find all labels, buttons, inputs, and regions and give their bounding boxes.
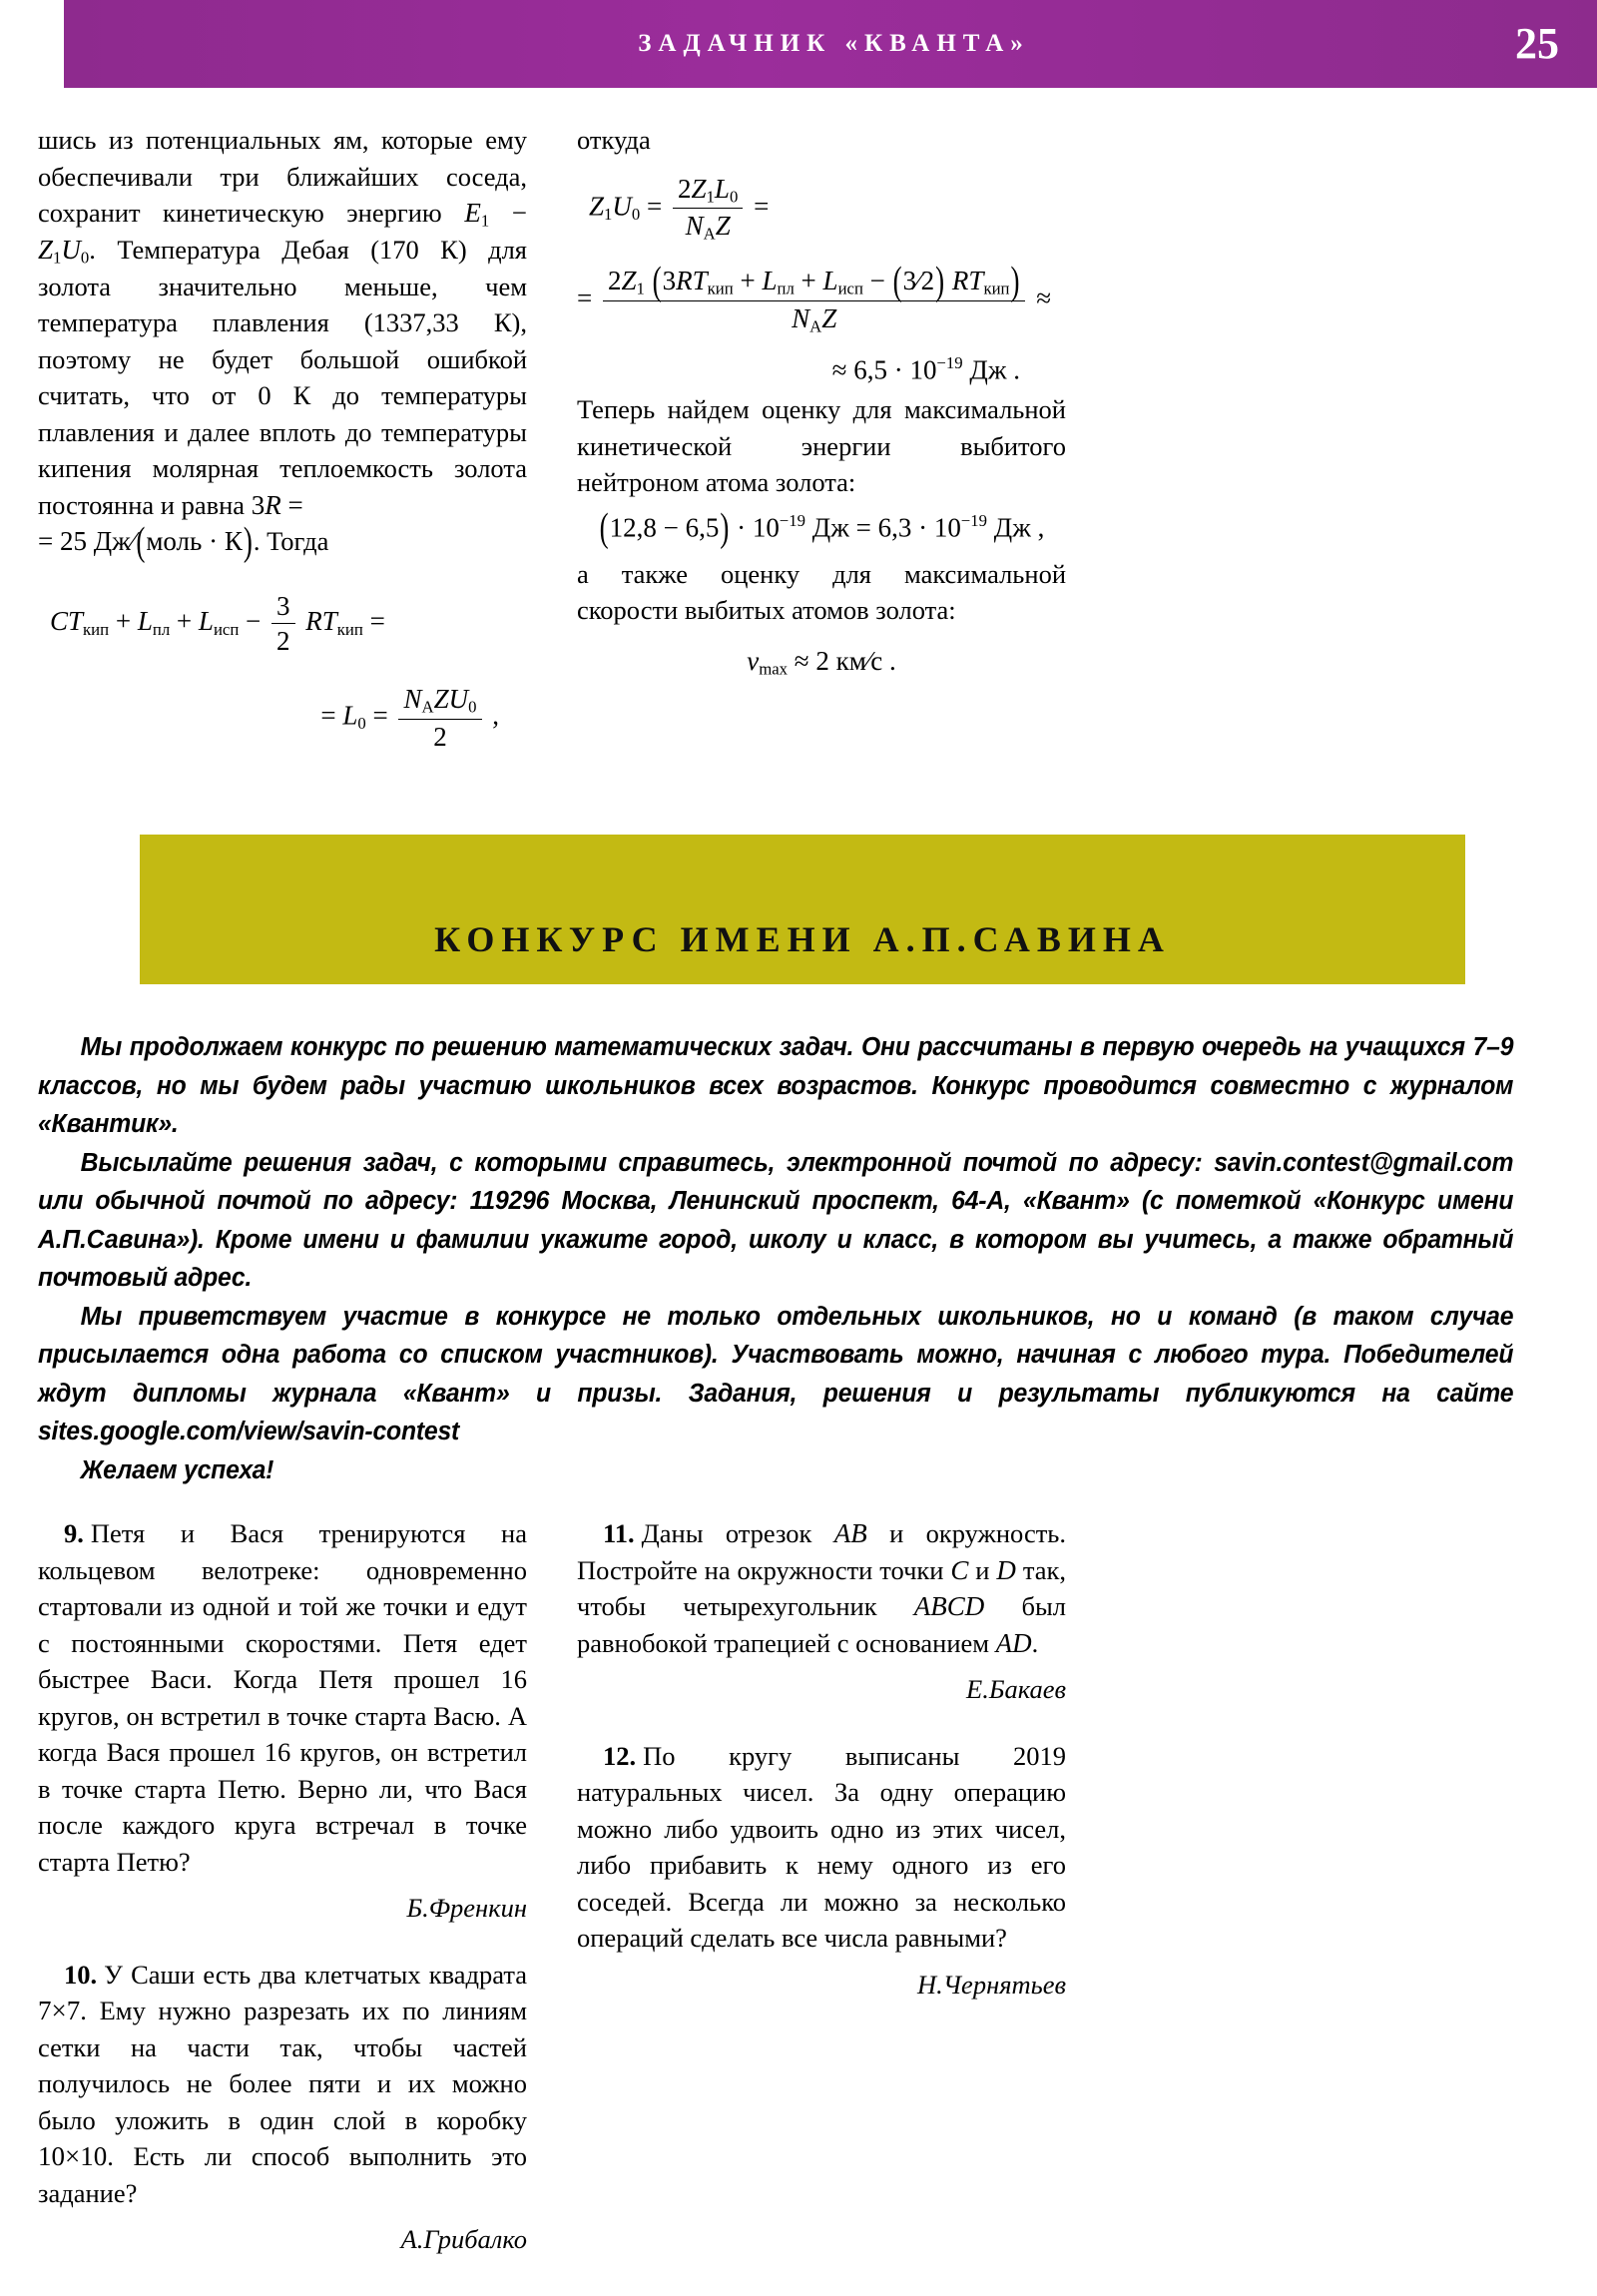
problem-11-point-d: D xyxy=(996,1554,1016,1585)
left-text-part-2: . Температура Дебая (170 К) для золота значительно меньше, чем температура плавления (1337,33 К), поэтому не будет большой ошибкой считать, что от 0 К до температуры плавления и далее вплоть до температуры кипения молярная теплоемкость золота постоянна и равна xyxy=(38,234,527,520)
problem-12 xyxy=(577,1738,1066,1957)
formula-right-line-1: $Z_1U_0$ = $\frac{2Z_1L_0}{N_AZ}$ = xyxy=(589,173,770,244)
problem-11 xyxy=(577,1515,1066,1661)
problem-12-number: 12. xyxy=(603,1740,637,1771)
contest-intro-paragraph-4: Желаем успеха! xyxy=(80,1455,274,1484)
problem-11-author: Е.Бакаев xyxy=(966,1674,1066,1704)
problems-right-column xyxy=(577,1515,1066,2032)
problem-11-text-5: был равнобокой трапецией с основанием xyxy=(577,1591,1066,1658)
problem-11-text-4: так, чтобы четырехугольник xyxy=(577,1554,1066,1621)
problem-11-text-3: и xyxy=(968,1554,997,1585)
right-column-body xyxy=(577,122,1066,679)
problem-11-text-1: Даны отрезок xyxy=(641,1518,834,1548)
problem-11-base-ad: AD xyxy=(995,1627,1032,1658)
left-text-part-3: . Тогда xyxy=(253,526,329,556)
right-paragraph-2: а также оценку для максимальной скорости выбитых атомов золота: xyxy=(577,558,1066,626)
problem-9 xyxy=(38,1515,527,1880)
formula-left-line-1: $CT_{кип} + L_{пл} + L_{исп}$ − $\frac{3}{2}$ $RT_{кип}$ = xyxy=(50,590,385,656)
contest-intro-paragraph-3: Мы приветствуем участие в конкурсе не только отдельных школьников, но и команд (в таком случае присылается одна работа со списком участников). Участвовать можно, начиная с любого тура. Победителей ждут дипломы журнала «Квант» и призы. Задания, решения и результаты публикуются на сайте sites.google.com/view/savin-contest xyxy=(38,1302,1514,1445)
formula-left-line-2: = $L_0$ = $\frac{N_AZU_0}{2}$ , xyxy=(320,684,499,753)
contest-intro-paragraph-2: Высылайте решения задач, с которыми справитесь, электронной почтой по адресу: savin.contest@gmail.com или обычной почтой по адресу: 119296 Москва, Ленинский проспект, 64-А, «Квант» (с пометкой «Конкурс имени А.П.Савина»). Кроме имени и фамилии укажите город, школу и класс, в котором вы учитесь, а также обратный почтовый адрес. xyxy=(38,1148,1514,1292)
problem-11-text-2: и окружность. Постройте на окружности точки xyxy=(577,1518,1067,1585)
problem-9-author: Б.Френкин xyxy=(406,1893,527,1923)
problem-10-math-1: 7×7 xyxy=(38,1996,81,2025)
problem-10-math-2: 10×10 xyxy=(38,2141,108,2171)
page-title: ЗАДАЧНИК «КВАНТА» xyxy=(638,30,1030,57)
problem-10-text-before: У Саши есть два клетчатых квадрата xyxy=(104,1959,527,1990)
page-header-banner xyxy=(64,0,1597,88)
problems-left-column xyxy=(38,1515,527,2288)
formula-right-line-5: $v_{max} \approx 2$ км⁄с . xyxy=(747,645,896,679)
problem-11-text-6: . xyxy=(1031,1627,1039,1658)
problem-9-number: 9. xyxy=(64,1518,84,1548)
left-text-part-1: шись из потенциальных ям, которые ему обеспечивали три ближайших соседа, сохранит кинетическую энергию xyxy=(38,125,527,228)
problem-12-author: Н.Чернятьев xyxy=(917,1969,1066,2000)
problem-11-segment-ab: AB xyxy=(833,1518,867,1548)
contest-intro-block xyxy=(38,1028,1559,1489)
problem-10-text-middle: . Ему нужно разрезать их по линиям сетки на части так, чтобы частей получилось не более пяти и их можно было уложить в один слой в коробку xyxy=(38,1996,527,2135)
formula-right-line-2: = $\frac{2Z_1 (3RT_{кип} + L_{пл} + L_{исп} - (3⁄2) RT_{кип})}{N_AZ}$ ≈ xyxy=(577,258,1052,336)
problem-10 xyxy=(38,1957,527,2212)
formula-right-line-4: $(12,8 - 6,5) \cdot 10^{-19}$ Дж = $6,3 \cdot 10^{-19}$ Дж , xyxy=(599,504,1045,550)
contest-banner xyxy=(140,835,1465,984)
problem-11-number: 11. xyxy=(603,1518,635,1548)
left-column-paragraph: шись из потенциальных ям, которые ему обеспечивали три ближайших соседа, сохранит кинетическую энергию $E_1 - Z_1U_0$. Температура Дебая (170 К) для золота значительно меньше, чем температура плавления (1337,33 К), поэтому не будет большой ошибкой считать, что от 0 К до температуры плавления и далее вплоть до температуры кипения молярная теплоемкость золота постоянна и равна 3R = = 25 Дж⁄(моль · К). Тогда xyxy=(38,125,528,564)
problem-10-number: 10. xyxy=(64,1959,98,1990)
problem-11-quadrilateral-abcd: ABCD xyxy=(913,1591,985,1621)
left-column-body xyxy=(38,122,527,753)
formula-right-line-3: ≈ $6,5 \cdot 10^{-19}$ Дж . xyxy=(831,352,1020,384)
page-number: 25 xyxy=(1515,19,1559,68)
problem-9-text: Петя и Вася тренируются на кольцевом велотреке: одновременно стартовали из одной и той же точки и едут с постоянными скоростями. Петя едет быстрее Васи. Когда Петя прошел 16 кругов, он встретил в точке старта Васю. А когда Вася прошел 16 кругов, он встретил в точке старта Петю. Верно ли, что Вася после каждого круга встречал в точке старта Петю? xyxy=(38,1518,527,1877)
right-paragraph-1: Теперь найдем оценку для максимальной кинетической энергии выбитого нейтроном атома золота: xyxy=(577,394,1066,498)
contest-intro-paragraph-1: Мы продолжаем конкурс по решению математических задач. Они рассчитаны в первую очередь на учащихся 7–9 классов, но мы будем рады участию школьников всех возрастов. Конкурс проводится совместно с журналом «Квантик». xyxy=(38,1033,1514,1138)
problem-10-text-after: . Есть ли способ выполнить это задание? xyxy=(38,2141,527,2208)
problem-10-author: А.Грибалко xyxy=(400,2224,527,2254)
right-lead-text: откуда xyxy=(577,125,651,155)
problem-11-point-c: C xyxy=(950,1554,969,1585)
problem-12-text: По кругу выписаны 2019 натуральных чисел. За одну операцию можно либо удвоить одно из этих чисел, либо прибавить к нему одного из его соседей. Всегда ли можно за несколько операций сделать все числа равными? xyxy=(577,1740,1066,1953)
contest-banner-title: КОНКУРС ИМЕНИ А.П.САВИНА xyxy=(434,919,1171,959)
